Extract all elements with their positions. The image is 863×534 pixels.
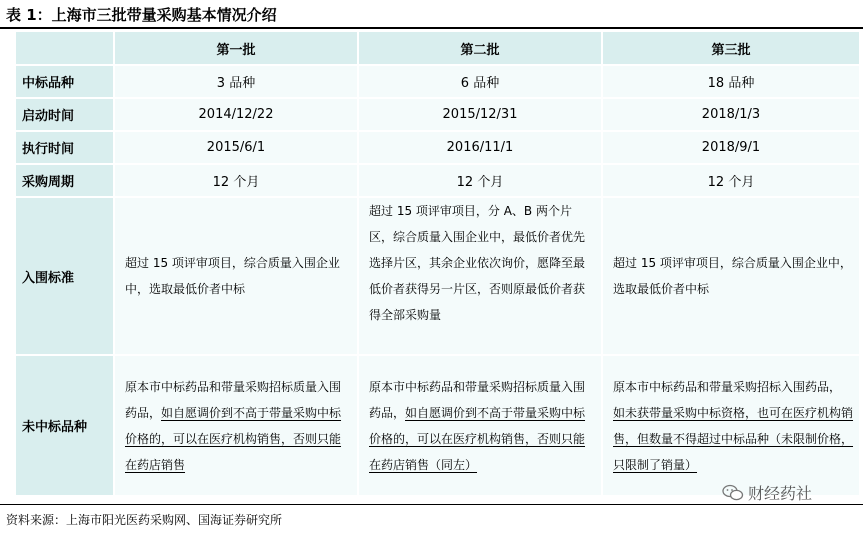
table-cell: 2014/12/22 <box>115 99 357 130</box>
table-row <box>16 99 859 130</box>
table-title: 表 1：上海市三批带量采购基本情况介绍 <box>6 6 277 24</box>
underlined-text: 如自愿调价到不高于带量采购中标价格的，可以在医疗机构销售，否则只能在药店销售 <box>125 405 342 472</box>
non-winning-cell <box>115 356 357 495</box>
row-label: 启动时间 <box>16 99 113 130</box>
table-cell: 2015/6/1 <box>115 132 357 163</box>
non-winning-cell <box>603 356 859 495</box>
plain-text: 原本市中标药品和带量采购招标质量入围药品， <box>369 379 586 420</box>
procurement-table <box>14 30 861 497</box>
underlined-text: 如自愿调价到不高于带量采购中标价格的，可以在医疗机构销售，否则只能在药店销售（同左） <box>369 405 586 472</box>
row-label: 采购周期 <box>16 165 113 196</box>
row-label: 中标品种 <box>16 66 113 97</box>
non-winning-row <box>16 356 859 495</box>
row-label: 入围标准 <box>16 198 113 354</box>
header-row <box>16 32 859 64</box>
table-cell: 18 品种 <box>603 66 859 97</box>
header-corner <box>16 32 113 64</box>
column-header-batch-3: 第三批 <box>603 32 859 64</box>
underlined-text: 如未获带量采购中标资格，也可在医疗机构销售，但数量不得超过中标品种（未限制价格，只限制了销量） <box>613 405 854 472</box>
admission-cell: 超过 15 项评审项目，分 A、B 两个片区，综合质量入围企业中，最低价者优先选择片区，其余企业依次询价，愿降至最低价者获得另一片区，否则原最低价者获得全部采购量 <box>359 198 601 354</box>
wechat-icon <box>722 484 744 502</box>
row-label: 未中标品种 <box>16 356 113 495</box>
watermark-text: 财经药社 <box>748 484 813 503</box>
admission-cell: 超过 15 项评审项目，综合质量入围企业中，选取最低价者中标 <box>115 198 357 354</box>
table-cell: 2018/9/1 <box>603 132 859 163</box>
table-cell: 2018/1/3 <box>603 99 859 130</box>
table-cell: 12 个月 <box>115 165 357 196</box>
plain-text: 原本市中标药品和带量采购招标入围药品， <box>613 379 842 394</box>
watermark <box>722 481 812 504</box>
non-winning-cell <box>359 356 601 495</box>
source-note: 资料来源：上海市阳光医药采购网、国海证券研究所 <box>6 513 283 527</box>
row-label: 执行时间 <box>16 132 113 163</box>
table-cell: 3 品种 <box>115 66 357 97</box>
column-header-batch-2: 第二批 <box>359 32 601 64</box>
top-rule <box>0 27 863 29</box>
table-cell: 2016/11/1 <box>359 132 601 163</box>
admission-row <box>16 198 859 354</box>
table-row <box>16 132 859 163</box>
column-header-batch-1: 第一批 <box>115 32 357 64</box>
table-cell: 6 品种 <box>359 66 601 97</box>
table-cell: 12 个月 <box>603 165 859 196</box>
table-cell: 12 个月 <box>359 165 601 196</box>
table-row <box>16 165 859 196</box>
bottom-rule <box>0 504 863 505</box>
table-row <box>16 66 859 97</box>
table-cell: 2015/12/31 <box>359 99 601 130</box>
plain-text: 原本市中标药品和带量采购招标质量入围药品， <box>125 379 342 420</box>
admission-cell: 超过 15 项评审项目，综合质量入围企业中，选取最低价者中标 <box>603 198 859 354</box>
